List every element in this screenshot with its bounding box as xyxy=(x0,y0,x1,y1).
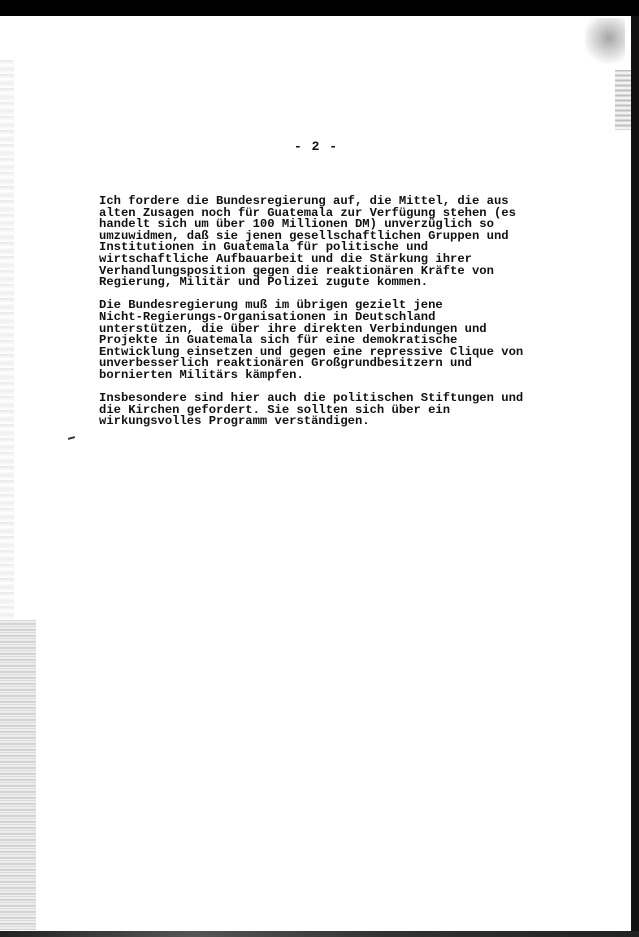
text-line: Regierung, Militär und Polizei zugute kommen. xyxy=(99,275,429,290)
paragraph-1 xyxy=(99,196,539,289)
text-line: wirtschaftliche Aufbauarbeit und die Stärkung ihrer xyxy=(99,251,472,266)
scan-right-border xyxy=(631,16,639,931)
paragraph-2 xyxy=(99,300,539,381)
scan-noise-right xyxy=(615,70,631,130)
stray-mark xyxy=(68,436,75,440)
paragraph-3 xyxy=(99,393,539,428)
text-line: unterstützen, die über ihre direkten Verbindungen und xyxy=(99,321,487,336)
scan-bottom-border xyxy=(0,931,639,937)
text-line: umzuwidmen, daß sie jenen gesellschaftlichen Gruppen und xyxy=(99,228,509,243)
scan-noise-left-lower xyxy=(0,620,36,930)
text-line: bornierten Militärs kämpfen. xyxy=(99,367,304,382)
text-line: Ich fordere die Bundesregierung auf, die Mittel, die aus xyxy=(99,194,509,208)
page-number: - 2 - xyxy=(294,139,339,154)
text-line: Projekte in Guatemala sich für eine demokratische xyxy=(99,333,458,348)
text-line: alten Zusagen noch für Guatemala zur Verfügung stehen (es xyxy=(99,205,516,220)
text-line: Entwicklung einsetzen und gegen eine repressive Clique von xyxy=(99,344,524,359)
text-line: unverbesserlich reaktionären Großgrundbesitzern und xyxy=(99,356,472,371)
text-line: wirkungsvolles Programm verständigen. xyxy=(99,414,370,429)
scan-top-border xyxy=(0,0,639,16)
text-line: Die Bundesregierung muß im übrigen gezielt jene xyxy=(99,298,443,313)
text-line: Institutionen in Guatemala für politische und xyxy=(99,240,429,255)
text-line: handelt sich um über 100 Millionen DM) unverzüglich so xyxy=(99,217,494,232)
text-line: die Kirchen gefordert. Sie sollten sich über ein xyxy=(99,402,451,417)
scan-noise-corner xyxy=(585,18,625,68)
scan-noise-left-upper xyxy=(0,60,14,620)
body-text xyxy=(99,196,539,439)
text-line: Insbesondere sind hier auch die politischen Stiftungen und xyxy=(99,391,524,406)
text-line: Verhandlungsposition gegen die reaktionären Kräfte von xyxy=(99,263,494,278)
text-line: Nicht-Regierungs-Organisationen in Deutschland xyxy=(99,309,436,324)
